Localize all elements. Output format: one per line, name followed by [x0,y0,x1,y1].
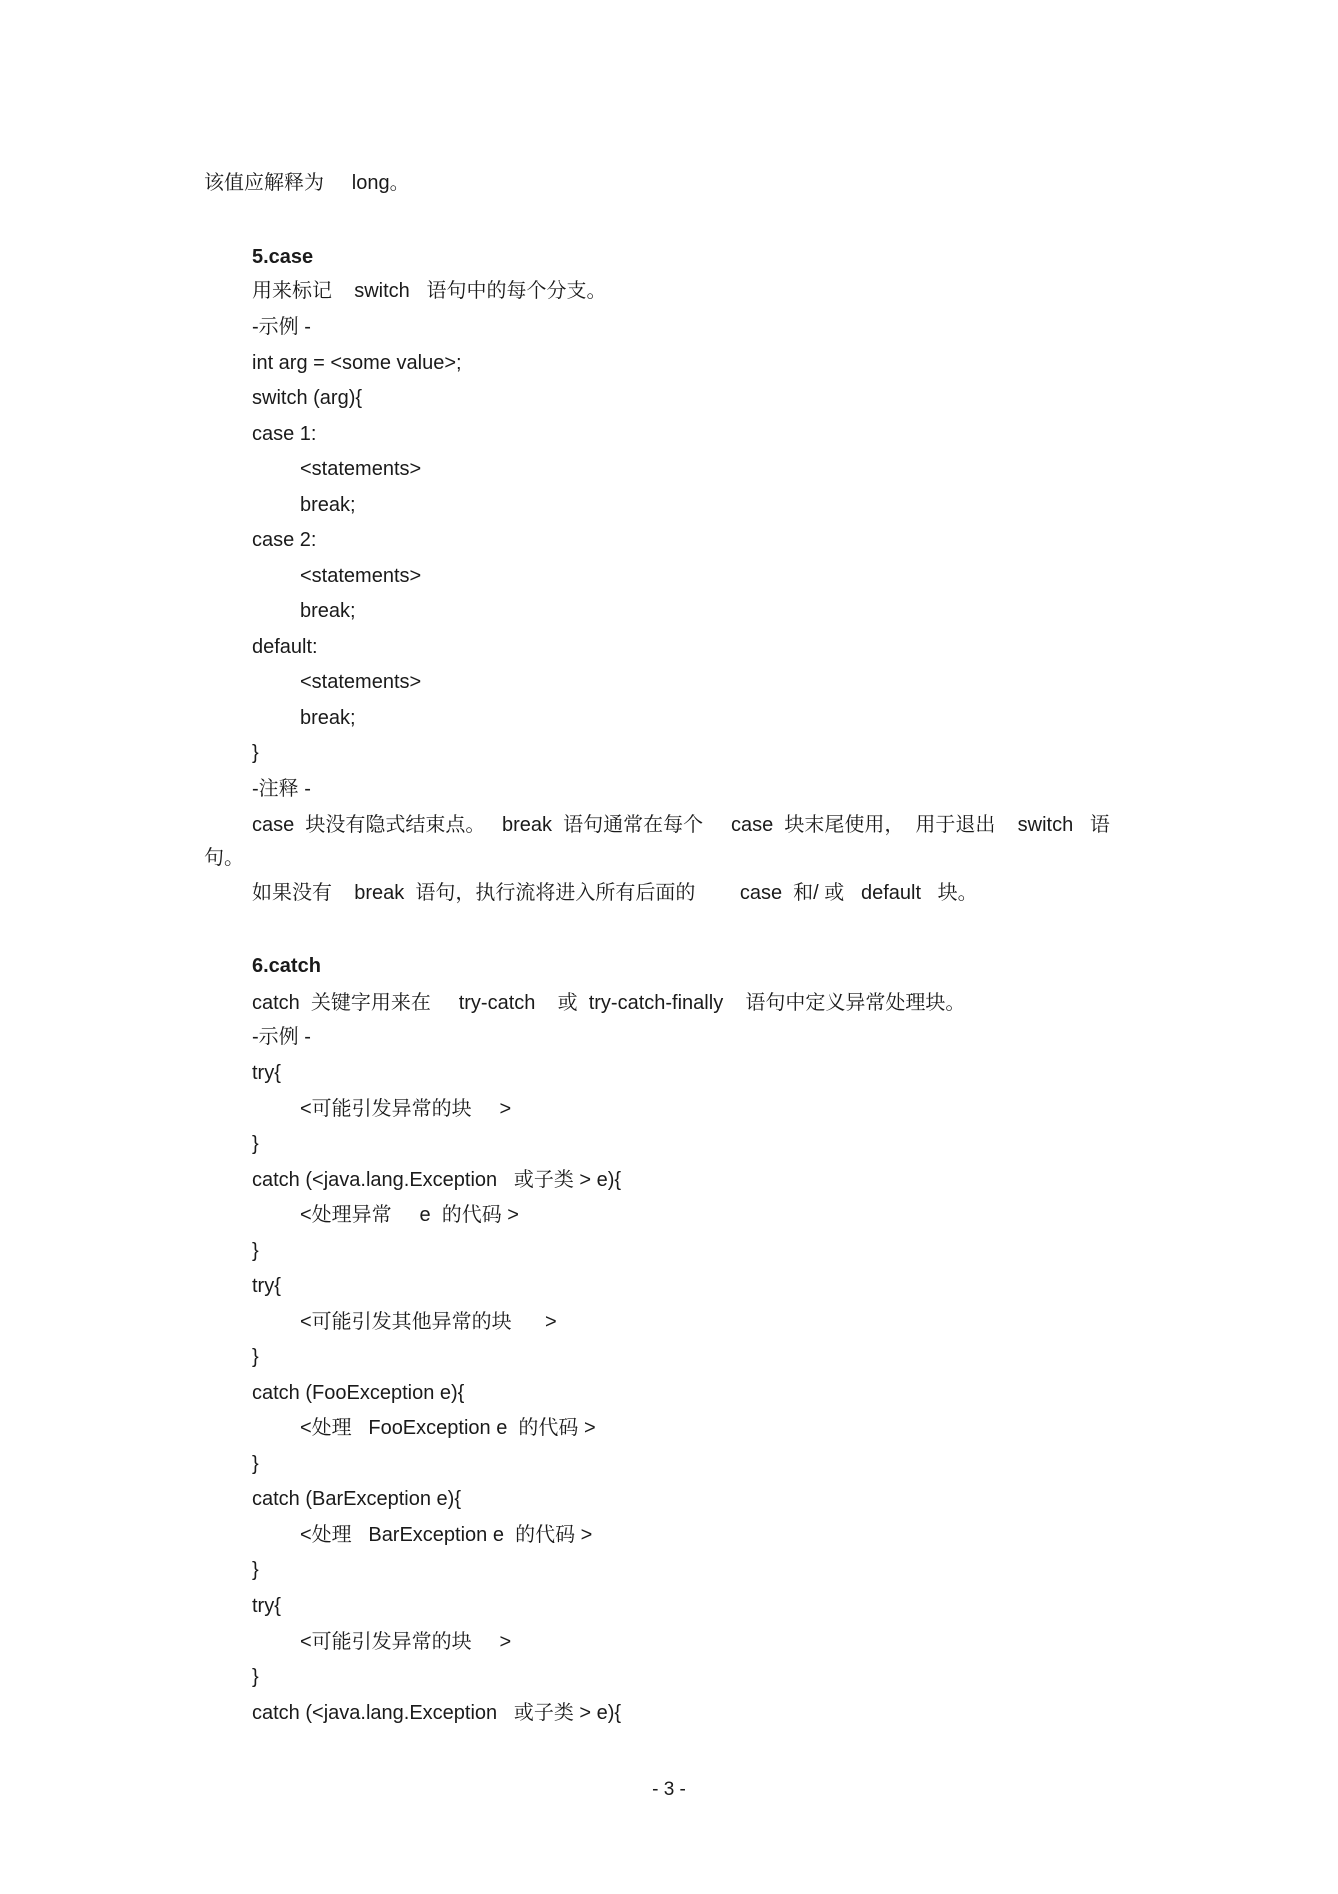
code-line: <可能引发其他异常的块 > [300,1311,557,1333]
note-text: 如果没有 break 语句，执行流将进入所有后面的 case 和/ 或 default 块。 [252,882,978,904]
section-description: catch 关键字用来在 try-catch 或 try-catch-finally 语句中定义异常处理块。 [252,992,966,1014]
code-line: catch (FooException e){ [252,1382,465,1404]
code-line: } [252,1346,259,1368]
code-line: } [252,1453,259,1475]
code-line: } [252,1666,259,1688]
section-heading-case: 5.case [252,246,314,268]
code-line: int arg = <some value>; [252,352,462,374]
section-heading-catch: 6.catch [252,955,321,977]
code-line: try{ [252,1595,281,1617]
code-line: <statements> [300,671,422,693]
code-line: case 1: [252,423,317,445]
page-number: - 3 - [652,1779,686,1800]
code-line: } [252,1240,259,1262]
code-line: <statements> [300,565,422,587]
code-line: } [252,1559,259,1581]
code-line: case 2: [252,529,317,551]
section-description: 用来标记 switch 语句中的每个分支。 [252,280,607,302]
example-label: -示例 - [252,1026,311,1048]
code-line: try{ [252,1275,281,1297]
note-label: -注释 - [252,778,311,800]
code-line: <可能引发异常的块 > [300,1098,512,1120]
code-line: catch (<java.lang.Exception 或子类 > e){ [252,1702,622,1724]
code-line: switch (arg){ [252,387,363,409]
code-line: default: [252,636,318,658]
code-line: break; [300,707,356,729]
code-line: <statements> [300,458,422,480]
code-line: catch (<java.lang.Exception 或子类 > e){ [252,1169,622,1191]
code-line: break; [300,600,356,622]
note-text: case 块没有隐式结束点。 break 语句通常在每个 case 块末尾使用， 用于退出 switch 语 [252,814,1110,836]
code-line: catch (BarException e){ [252,1488,461,1510]
code-line: try{ [252,1062,281,1084]
code-line: <处理异常 e 的代码 > [300,1204,519,1226]
code-line: <可能引发异常的块 > [300,1631,512,1653]
code-line: } [252,1133,259,1155]
example-label: -示例 - [252,316,311,338]
intro-text: 该值应解释为 long。 [204,172,410,194]
note-text-continuation: 句。 [204,847,244,869]
code-line: } [252,742,259,764]
code-line: break; [300,494,356,516]
code-line: <处理 BarException e 的代码 > [300,1524,593,1546]
code-line: <处理 FooException e 的代码 > [300,1417,596,1439]
